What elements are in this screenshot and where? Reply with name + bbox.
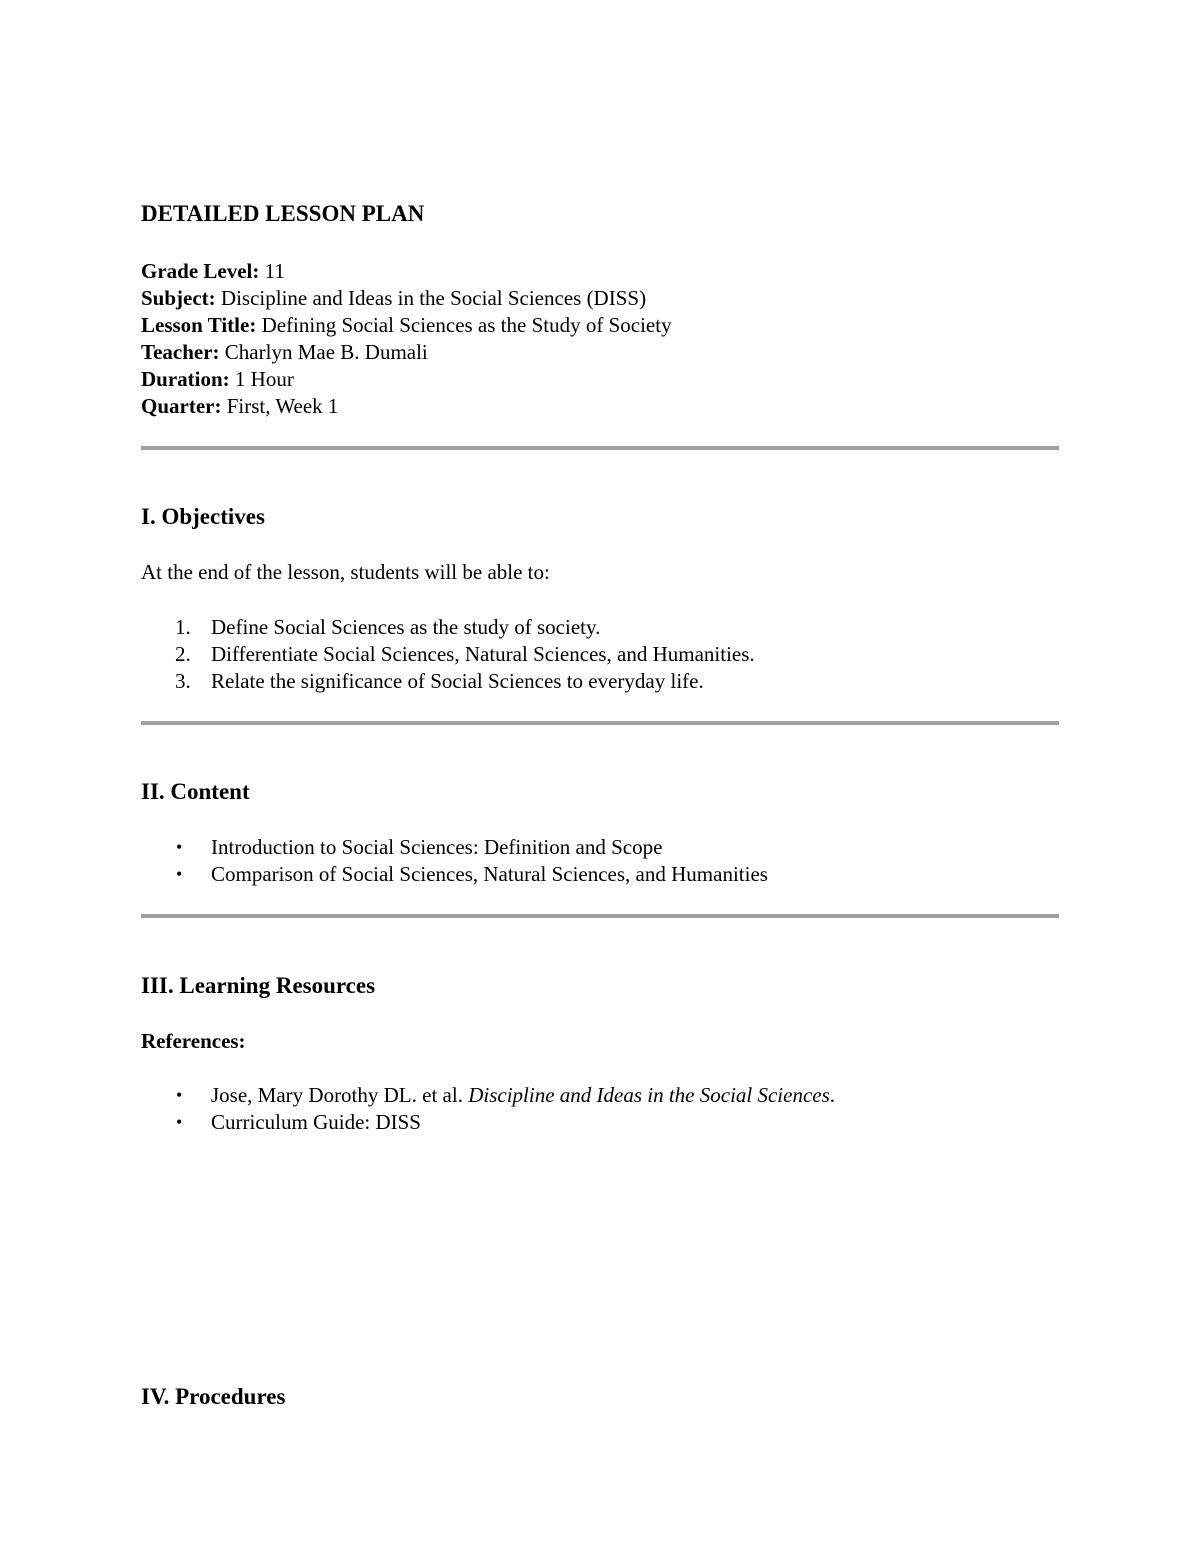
list-item [141,1082,835,1109]
bullet-icon: • [176,1112,183,1132]
list-item-text: Curriculum Guide: DISS [211,1110,421,1134]
resources-heading: III. Learning Resources [141,973,376,998]
meta-value: Charlyn Mae B. Dumali [219,340,428,364]
meta-label: Teacher: [141,340,220,364]
list-item [141,861,768,888]
section-divider [141,446,1059,450]
content-list [141,834,768,888]
list-item [141,834,768,861]
list-item-text: Differentiate Social Sciences, Natural Sciences, and Humanities. [211,642,755,666]
meta-value: First, Week 1 [221,394,339,418]
reference-authors: Jose, Mary Dorothy DL. et al. [211,1083,469,1107]
objectives-list [141,614,755,695]
meta-grade-level [141,258,672,285]
references-label: References: [141,1029,246,1053]
list-item [141,614,755,641]
meta-label: Lesson Title: [141,313,257,337]
meta-value: Discipline and Ideas in the Social Sciences (DISS) [215,286,647,310]
list-number: 2. [175,642,191,666]
list-item [141,641,755,668]
list-number: 3. [175,669,191,693]
list-number: 1. [175,615,191,639]
meta-duration [141,366,672,393]
reference-tail: . [829,1083,836,1107]
lesson-meta [141,258,672,420]
meta-value: 11 [259,259,285,283]
list-item-text: Relate the significance of Social Sciences to everyday life. [211,669,704,693]
list-item [141,1109,835,1136]
meta-quarter [141,393,672,420]
list-item [141,668,755,695]
meta-subject [141,285,672,312]
list-item-text: Introduction to Social Sciences: Definition and Scope [211,835,663,859]
meta-label: Grade Level: [141,259,260,283]
reference-book-title: Discipline and Ideas in the Social Sciences [468,1083,830,1107]
meta-label: Duration: [141,367,230,391]
meta-value: 1 Hour [229,367,294,391]
references-list [141,1082,835,1136]
content-heading: II. Content [141,779,250,804]
section-divider [141,721,1059,725]
meta-teacher [141,339,672,366]
list-item-text: Comparison of Social Sciences, Natural Sciences, and Humanities [211,862,768,886]
bullet-icon: • [176,837,183,857]
procedures-heading: IV. Procedures [141,1384,286,1409]
meta-lesson-title [141,312,672,339]
bullet-icon: • [176,864,183,884]
list-item-text: Define Social Sciences as the study of society. [211,615,601,639]
objectives-heading: I. Objectives [141,504,265,529]
meta-label: Quarter: [141,394,222,418]
meta-value: Defining Social Sciences as the Study of Society [256,313,672,337]
document-title: DETAILED LESSON PLAN [141,201,425,226]
objectives-intro: At the end of the lesson, students will be able to: [141,560,550,584]
meta-label: Subject: [141,286,216,310]
bullet-icon: • [176,1085,183,1105]
section-divider [141,914,1059,918]
